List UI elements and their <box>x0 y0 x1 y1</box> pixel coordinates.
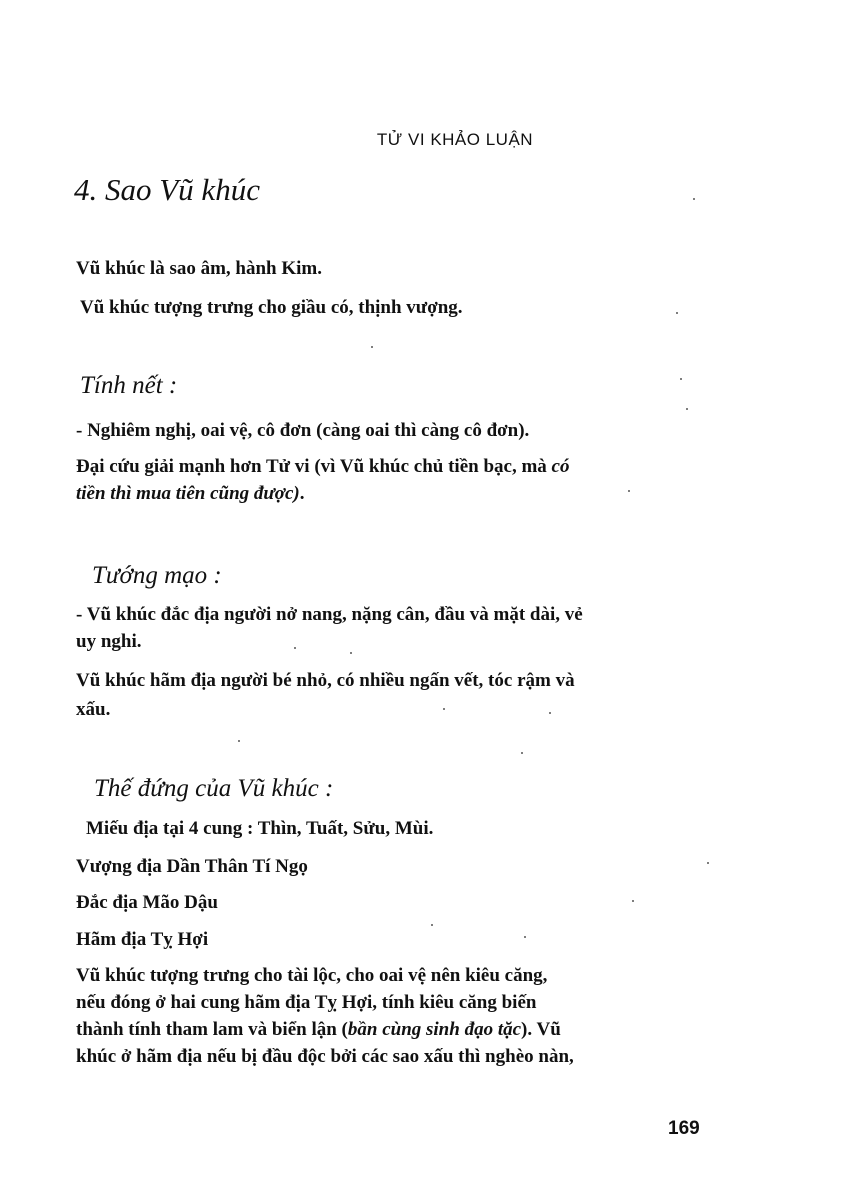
tinh-net-line-2-text: Đại cứu giải mạnh hơn Tử vi (vì Vũ khúc chủ tiền bạc, mà <box>76 456 552 477</box>
tinh-net-line-1: - Nghiêm nghị, oai vệ, cô đơn (càng oai thì càng cô đơn). <box>76 420 530 441</box>
tinh-net-line-3-italic: tiền thì mua tiên cũng được) <box>76 483 300 504</box>
tuong-mao-line-4: xấu. <box>76 699 111 720</box>
scan-speck <box>693 198 695 200</box>
the-dung-para-line-4: khúc ở hãm địa nếu bị đầu độc bởi các sao xấu thì nghèo nàn, <box>76 1046 574 1067</box>
the-dung-para-line-3-text: thành tính tham lam và biển lận ( <box>76 1019 348 1040</box>
page-number: 169 <box>668 1118 700 1139</box>
scan-speck <box>680 378 682 380</box>
the-dung-mieu: Miếu địa tại 4 cung : Thìn, Tuất, Sửu, Mùi. <box>86 818 434 839</box>
tinh-net-line-3 <box>76 483 716 505</box>
the-dung-dac: Đắc địa Mão Dậu <box>76 892 218 913</box>
scan-speck <box>628 490 630 492</box>
the-dung-para-line-2: nếu đóng ở hai cung hãm địa Tỵ Hợi, tính kiêu căng biến <box>76 992 537 1013</box>
scan-speck <box>371 346 373 348</box>
scan-speck <box>443 708 445 710</box>
the-dung-ham: Hãm địa Tỵ Hợi <box>76 929 209 950</box>
scan-speck <box>294 647 296 649</box>
section-heading-tuong-mao: Tướng mạo : <box>92 562 222 589</box>
tuong-mao-line-1: - Vũ khúc đắc địa người nở nang, nặng cân, đầu và mặt dài, vẻ <box>76 604 583 625</box>
tuong-mao-line-2: uy nghi. <box>76 631 142 652</box>
the-dung-vuong: Vượng địa Dần Thân Tí Ngọ <box>76 856 308 877</box>
intro-line-1: Vũ khúc là sao âm, hành Kim. <box>76 258 323 279</box>
scan-speck <box>524 936 526 938</box>
section-heading-tinh-net: Tính nết : <box>80 372 178 399</box>
scan-speck <box>521 752 523 754</box>
section-heading-the-dung: Thế đứng của Vũ khúc : <box>94 775 334 802</box>
scan-speck <box>431 924 433 926</box>
the-dung-para-line-3-italic: bần cùng sinh đạo tặc <box>347 1019 522 1040</box>
the-dung-para-line-3-end: ). Vũ <box>521 1019 561 1040</box>
scan-speck <box>549 712 551 714</box>
the-dung-para-line-1: Vũ khúc tượng trưng cho tài lộc, cho oai vệ nên kiêu căng, <box>76 965 548 986</box>
intro-line-2: Vũ khúc tượng trưng cho giầu có, thịnh vượng. <box>80 297 463 318</box>
scan-speck <box>707 862 709 864</box>
tuong-mao-line-3: Vũ khúc hãm địa người bé nhỏ, có nhiều ngấn vết, tóc rậm và <box>76 670 575 691</box>
the-dung-para-line-3 <box>76 1019 716 1041</box>
scan-speck <box>676 312 678 314</box>
tinh-net-line-2 <box>76 456 716 478</box>
scan-speck <box>686 408 688 410</box>
tinh-net-line-3-end: . <box>299 483 305 504</box>
chapter-title: 4. Sao Vũ khúc <box>74 172 260 207</box>
running-head: TỬ VI KHẢO LUẬN <box>376 130 534 149</box>
tinh-net-line-2-italic: có <box>551 456 570 477</box>
scan-speck <box>238 740 240 742</box>
scan-speck <box>350 652 352 654</box>
scan-speck <box>632 900 634 902</box>
